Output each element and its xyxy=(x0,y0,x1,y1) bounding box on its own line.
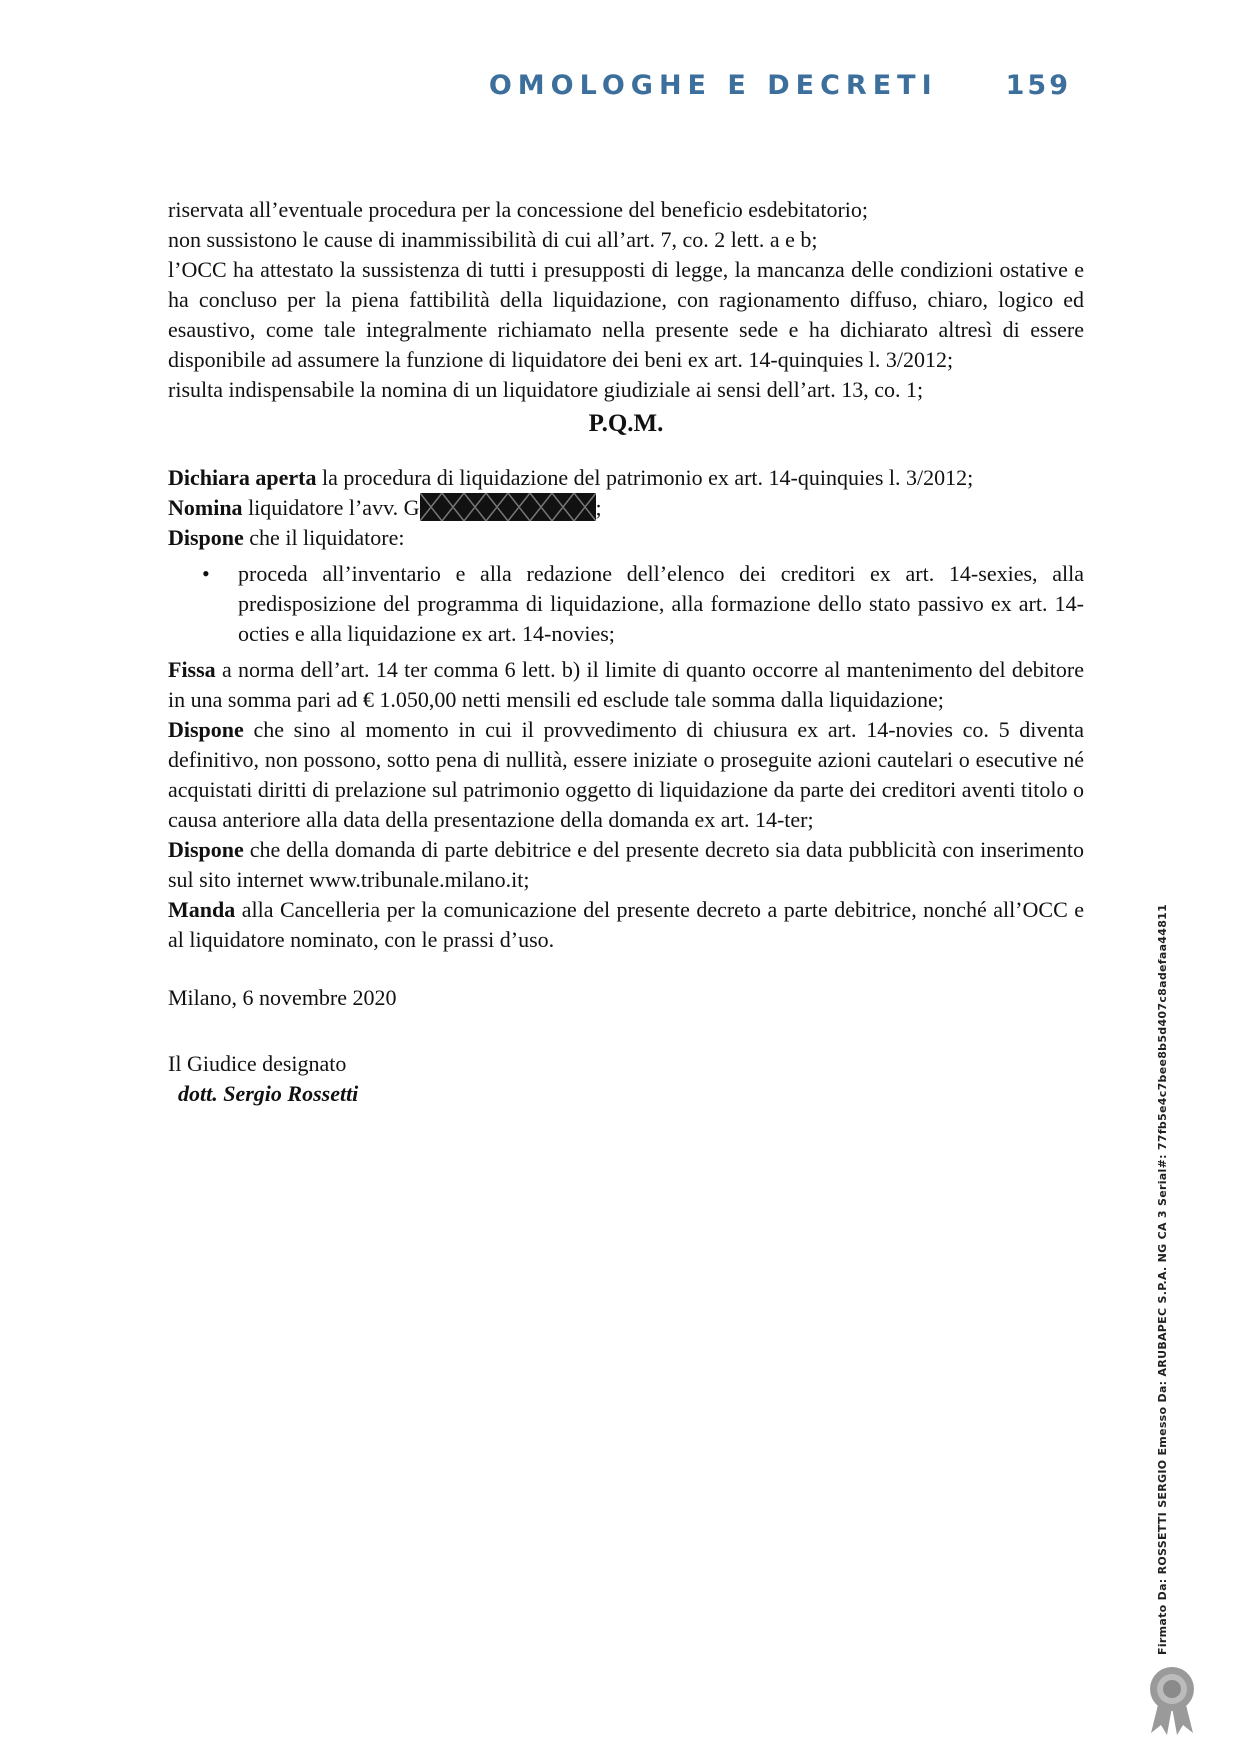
judge-role: Il Giudice designato xyxy=(168,1051,347,1076)
paragraph-text-end: ; xyxy=(595,495,602,520)
pqm-heading: P.Q.M. xyxy=(588,410,664,437)
section-title: OMOLOGHE E DECRETI xyxy=(488,70,938,101)
seal-ribbon-icon xyxy=(1143,1663,1201,1735)
digital-signature-stamp xyxy=(1156,895,1178,1655)
paragraph-text: che sino al momento in cui il provvedimento di chiusura ex art. 14-novies co. 5 diventa definitivo, non possono, sotto pena di nullità, essere iniziate o proseguite azioni cautelari o esecutive né acquistati diritti di prelazione sul patrimonio oggetto di liquidazione da parte dei creditori aventi titolo o causa anteriore alla data della presentazione della domanda ex art. 14-ter; xyxy=(168,717,1084,832)
bold-lead: Fissa xyxy=(168,657,216,682)
paragraph: riservata all’eventuale procedura per la concessione del beneficio esdebitatorio; xyxy=(168,197,869,222)
bold-lead: Dichiara aperta xyxy=(168,465,317,490)
paragraph-dispone xyxy=(168,715,1084,835)
paragraph: non sussistono le cause di inammissibilità di cui all’art. 7, co. 2 lett. a e b; xyxy=(168,227,818,252)
bold-lead: Dispone xyxy=(168,717,244,742)
paragraph-dichiara xyxy=(168,463,1084,493)
paragraph-dispone xyxy=(168,835,1084,895)
bold-lead: Dispone xyxy=(168,525,244,550)
paragraph-text: alla Cancelleria per la comunicazione del presente decreto a parte debitrice, nonché all’OCC e al liquidatore nominato, con le prassi d’uso. xyxy=(168,897,1084,952)
place-date: Milano, 6 novembre 2020 xyxy=(168,985,397,1010)
paragraph-text: che della domanda di parte debitrice e del presente decreto sia data pubblicità con inserimento sul sito internet www.tribunale.milano.it; xyxy=(168,837,1084,892)
list-item: • proceda all’inventario e alla redazione dell’elenco dei creditori ex art. 14-sexies, alla predisposizione del programma di liquidazione, alla formazione dello stato passivo ex art. 14-octies e alla liquidazione ex art. 14-novies; xyxy=(238,559,1084,649)
paragraph: l’OCC ha attestato la sussistenza di tutti i presupposti di legge, la mancanza delle condizioni ostative e ha concluso per la piena fattibilità della liquidazione, con ragionamento diffuso, chiaro, logico ed esaustivo, come tale integralmente richiamato nella presente sede e ha dichiarato altresì di essere disponibile ad assumere la funzione di liquidatore dei beni ex art. 14-quinquies l. 3/2012; xyxy=(168,257,1084,372)
paragraph-nomina xyxy=(168,493,1084,523)
bold-lead: Manda xyxy=(168,897,236,922)
document-body xyxy=(168,195,1084,1109)
page-header xyxy=(489,70,1071,101)
page-number: 159 xyxy=(1005,70,1071,101)
paragraph: risulta indispensabile la nomina di un liquidatore giudiziale ai sensi dell’art. 13, co. 1; xyxy=(168,377,924,402)
paragraph-text: liquidatore l’avv. G xyxy=(242,495,420,520)
paragraph-text: a norma dell’art. 14 ter comma 6 lett. b) il limite di quanto occorre al mantenimento del debitore in una somma pari ad € 1.050,00 netti mensili ed esclude tale somma dalla liquidazione; xyxy=(168,657,1084,712)
signature-stamp-text: Firmato Da: ROSSETTI SERGIO Emesso Da: ARUBAPEC S.P.A. NG CA 3 Serial#: 77fb5e4c7bee8b5d407c8adefaa44811 xyxy=(1156,903,1169,1655)
bold-lead: Dispone xyxy=(168,837,244,862)
paragraph-dispone xyxy=(168,523,1084,553)
judge-name: dott. Sergio Rossetti xyxy=(178,1081,359,1106)
redaction-block xyxy=(420,493,596,521)
paragraph-fissa xyxy=(168,655,1084,715)
paragraph-manda xyxy=(168,895,1084,955)
bold-lead: Nomina xyxy=(168,495,243,520)
paragraph-text: la procedura di liquidazione del patrimonio ex art. 14-quinquies l. 3/2012; xyxy=(316,465,974,490)
bullet-list xyxy=(168,559,1084,649)
paragraph-text: che il liquidatore: xyxy=(243,525,405,550)
